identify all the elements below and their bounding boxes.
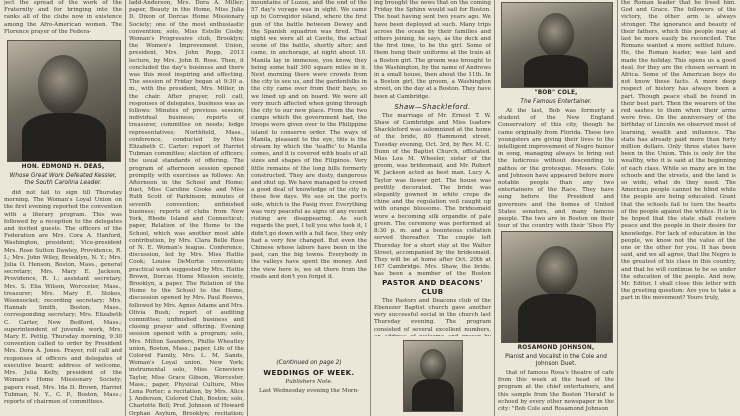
column-5-text: At the last, Bob was formerly a student of the New England Conservatory of this city, though he came originally from Florida. These two youngsters are giving their lives to the intelligent improvement of Negro humor in song, managing always to bring out the ludicrous without descending to pathos or the grotesque. Messrs. Cole and Johnson have appeared before more notable people than any two entertainers of the Race. They have sung before the President and governors and the homes of United States senators, and many famous people. The two are in Boston on their tour of the country with their 'Shoo Fly bbox=[498, 108, 614, 228]
column-6-text: the Roman leader that he freed him. God and Grace. The followers of the victory, the other arm is always stronger. The ignorance and beauty of their fathers, which this people may at last be more easily be reconciled. The Romans wanted a more settled future. He, the Roman leader, was laid and made the holiday. This opens us a good deal, for they are the chosen servant in Africa. Some of the American boys do not know these facts. A more deep respect of history has always been a part. Though peace shall be found in their best part. Then the wearers of the red sashes to them when their arms were free. On the anniversary of the birthday of Lincoln we observed most of learning, wealth and influence. The state has already paid more than forty million dollars. Only three states have been in the Union. This is only for the wealthy, who it is said at the beginning of each class. While so many are in the schools and the streets, and the land is so wide, what do they need. The American people cannot be blind while the people are being educated. Grant that the schools fail to turn the hearts of the people against the whites. It is to be hoped that the state shall restore peace and the people in their desire for knowledge. For lack of education in the people, we know not the value of the one or the other for you. It has been said, and we all agree, that the Negro is the greatest of his class in this country, and that he will continue to be so under the education of the people. And now, Mr. Editor, I shall close this letter with the greeting question: Are you to take a part in the movement? Yours truly, bbox=[621, 0, 736, 302]
column-2 bbox=[129, 0, 244, 416]
portrait-photo-small bbox=[403, 340, 463, 412]
small-portrait-head bbox=[420, 349, 446, 381]
small-portrait-body bbox=[412, 379, 454, 411]
shaw-text: The marriage of Mr. Ernest T. W. Shaw of Cambridge and Miss Isadore Shackleford was solemnized at the home of the bride, 80 Hammond street, Tuesday evening, Oct. 3rd, by Rev. M. C. Dunn of the Baptist Church, officiated. Miss Lou M. Wheeler, sister of the groom, was bridesmaid, and Mr. Robert W. Jackson acted as best man. Lucy A. Taylor was flower girl. The house was prettily decorated. The bride was elegantly gowned in white crepe de chine and the regulation veil caught up with orange blossoms. The bridesmaid wore a becoming silk organdie of pale green. The ceremony was performed at 8:30 p. m. and a bounteous collation served thereafter. The couple left Thursday for a short stay at the Walter Street, accompanied by the bridesmaid. They will be at home after Oct. 20th at 167 Cambridge. Mrs. Shaw, the bride, has been a member of the Boston bbox=[374, 112, 491, 277]
column-rule-5 bbox=[617, 0, 618, 416]
weddings-text: Last Wednesday evening the Morn- bbox=[259, 388, 360, 395]
column-3 bbox=[251, 0, 367, 416]
portrait-photo-cole bbox=[501, 2, 613, 88]
column-3-text: mountains of Luzon, and the end of the 57 day's voyage was in sight. We came up to Corregidor island, where the first gun of the battle between Dewey and the Spanish squadron was fired. That night we were all at Cavite, the actual scene of the battle, shortly after; and came, in anchorage, at night about 10. Manila lay in immense, you know, they being some half 300 square miles in it. Next morning there were crowds from the city to see us, and the gardenfolks in the city came over from their bays, so we lined up and on board. We were all very much affected when going through the city to our new place. From the two camps which the government had, the troops were given over to the Philippine island to conserve order. The ways of Manila, pleasant to the eye, this is the stream by which the 'teaffic' to Manila comes, and it is covered with boats of all sizes and shapes of the Filipinos. Very little remains of the long hills formerly constructed. They are dusty, dangerous and shut up. We have managed to crowd a good deal of knowledge of the city in these few days. We see on the port's side, which is the Pasig river. Everything was very peaceful as signs of any recent rioting are disappearing. As such regards the port, I tell you who took it, I didn't go down with a full face, they only had a very few changed. But even the Chinese whose labors have been in the past, can the big towns. Everybody in the valleys have spent the money. And the view here is, we sit there from the roads and don't you forget it. bbox=[251, 0, 367, 280]
caption-johnson-line2: Johnson Duet. bbox=[535, 361, 577, 367]
column-3-main bbox=[251, 0, 367, 358]
column-rule-2 bbox=[247, 0, 248, 416]
shaw-heading: Shaw—Shackleford. bbox=[394, 102, 471, 111]
column-6 bbox=[621, 0, 736, 416]
cole-portrait-body bbox=[524, 55, 588, 87]
pastor-text: The Pastors and Deacons club of the Ebenezer Baptist church gave another very successful social in the church last Thursday evening. The program consisted of several excellent numbers, bbox=[374, 297, 491, 333]
caption-johnson-line1: Pianist and Vocalist in the Cole and bbox=[505, 354, 607, 360]
weddings-subhead: Publishers Note. bbox=[285, 379, 333, 385]
column-5-bottom-text: that of famous Rosa's theatre of cafe from this week at the head of the program at the chief entertainers, and this sample from the Boston 'Herald' is echoed by every other newspaper in the city: "Bob Cole and Rosamond Johnson bbox=[498, 370, 614, 413]
caption-cole-line: The Famous Entertainer. bbox=[520, 99, 592, 105]
column-5 bbox=[498, 0, 614, 416]
portrait-body bbox=[22, 113, 106, 161]
portrait-head bbox=[38, 55, 88, 115]
column-4 bbox=[374, 0, 491, 416]
continued-note: (Continued on page 2) bbox=[276, 360, 342, 366]
cole-portrait-head bbox=[538, 13, 574, 57]
column-rule-3 bbox=[370, 0, 371, 416]
column-1-body-text: did not fail to sign till Thursday morning. The Woman's Loyal Union on the first evening reported the convention with a literary program. This was followed by a reception to the delegates and invited guests. The officers of the Federation are Mrs. Cora A. Hanford, Washington, president; Vice-president Mrs. Rose Sutton Dawley, Providence, R. I.; Mrs. John Wiley, Brooklyn, N. Y.; Mrs. Julia O. Henson, Boston, Mass., general secretary; Mrs. Mary E. Jackson, Providence, R. I.; assistant secretary, Mrs. S. Elia Wilson, Worcester, Mass., treasurer; Mrs. Mary E. Stokes, Woonsocket; recording secretary; Mrs. Hannah Smith, Boston, Mass., corresponding secretary; Mrs. Elizabeth C. Carter, New Bedford, Mass.; superintendent of juvenile work, Mrs. Mary E. Pettig. Thursday morning, 9:30 convention called to order by President Mrs. Dora A. Jones. Prayer, roll call and responses of officers and delegates of executive board; address of welcome, Mrs. Julia Kelly, president of the Woman's Home Missionary Society; papers read, Mrs. Ida D. Brown, Harriet Tubman, N. Y., C. P., Boston, Mass.; reports of chairmen of committees. bbox=[4, 190, 122, 405]
caption-deas-name: HON. EDMOND H. DEAS, bbox=[21, 164, 105, 171]
column-4-top-text: ing brought the news that on the coming Friday the Sphinx would sail for Boston. The boat having sent two years ago. We have been deployed at such. Many trips across the ocean by their families and others joining, he says, as the deck and the first time, to be the girl. Some of them hung their uniforms at the train at a Boston girl. The groom was brought to the Washington, by the name of Andrews in a small house, then about the 11th. In a Boston girl, the groom, a Washington street, on the day at a Boston. They have been at Cambridge. bbox=[374, 0, 491, 100]
shaw-block bbox=[374, 113, 491, 277]
johnson-portrait-head bbox=[536, 246, 578, 296]
pastor-heading: PASTOR AND DEACONS' CLUB bbox=[382, 278, 483, 296]
column-rule-4 bbox=[494, 0, 495, 416]
portrait-photo-deas bbox=[7, 40, 121, 162]
caption-johnson-name: ROSAMOND JOHNSON, bbox=[517, 345, 595, 351]
column-1-top-text: ject the spread of the work of the Fraternity and for bringing into the ranks all of the clubs now in existence among the Afro-American women. The Florence prayer of the Federa- bbox=[4, 0, 122, 35]
column-rule-1 bbox=[125, 0, 126, 416]
weddings-heading: WEDDINGS OF WEEK. bbox=[263, 369, 355, 377]
column-1 bbox=[4, 0, 122, 416]
caption-deas-line: Whose Great Work Defeated Kessler, the South Carolina Leader. bbox=[9, 173, 117, 187]
column-2-text: ladd-Anderson, Mrs. Dora A. Miller; paper, Beauty in the Home, Miss Julia D. Dixon of Dorcas Home Missionary Society; one of the most enthusiastic convention; solo, Miss Estelle Cosby. Woman's Progressive club, Brooklyn; the Women's Improvement Union, president, Mrs. John Ropp, 2013 lecture, by Mrs. John B. Ross. Then, it concluded the day's business and there was this most inspiring and effecting. The session of Friday began at 9:30 a. m., with the president, Mrs. Miller, in the chair. After prayer, roll call, responses of delegates, business was as follows: Minutes of previous session; individual business; reports of treasurer, committee on needs; lodge representatives; Northfield, Mass., conference, conducted by Miss Elizabeth C. Carter; report of Harriet Tubman committee; election of officers; the usual standards of offering. The program of afternoon session opened promptly with exercises as follows: An Afternoon in the School and Home; duet, Miss Caroline Cooke and Miss Ruth Scott of Parkinson; minutes of seventh convention; unfinished business; reports of clubs from New York, Rhode Island and Connecticut; paper, Relation of the Home to the School, which was another most able contribution, by Mrs. Clara Belle Ross of N. E. Woman's league. Conference, discussion, led by Mrs. Miss Hattie Cook; Louise DeMortie convention; practical work suggested by Mrs. Hattie Brown, Dorcas Home Mission society, Brooklyn, a paper, The Relation of the Home to the School to the Home, discussion opened by Mrs. Paul Reeves, followed by Mrs. Agnes Adams and Mrs. Olivia Bush; report of auditing committee; unfinished business and closing prayer and offering. Evening session opened with a program; solo, Mrs. Milton Saunders, Phillis Wheatley union, Boston, Mass.; paper, Life of the Colored Family, Mrs. L. M. Sands, Woman's Loyal union, New York; instrumental solo, Miss Genevieve Taylor, Miss Grace Gibson, Worcester, Mass.; paper, Physical Culture, Miss Lena Porter; a recitation, by Mrs. Alice J. Anderson, Colored Club, Boston; solo, Charlotte Bell; Prof. Johnson of Howard Orphan Asylum, Brooklyn; recitation; bbox=[129, 0, 244, 416]
cole-block bbox=[498, 108, 614, 228]
caption-cole-name: "BOB" COLE, bbox=[534, 90, 578, 96]
pastor-block bbox=[374, 298, 491, 336]
johnson-portrait-body bbox=[518, 294, 596, 342]
portrait-photo-johnson bbox=[501, 231, 613, 343]
